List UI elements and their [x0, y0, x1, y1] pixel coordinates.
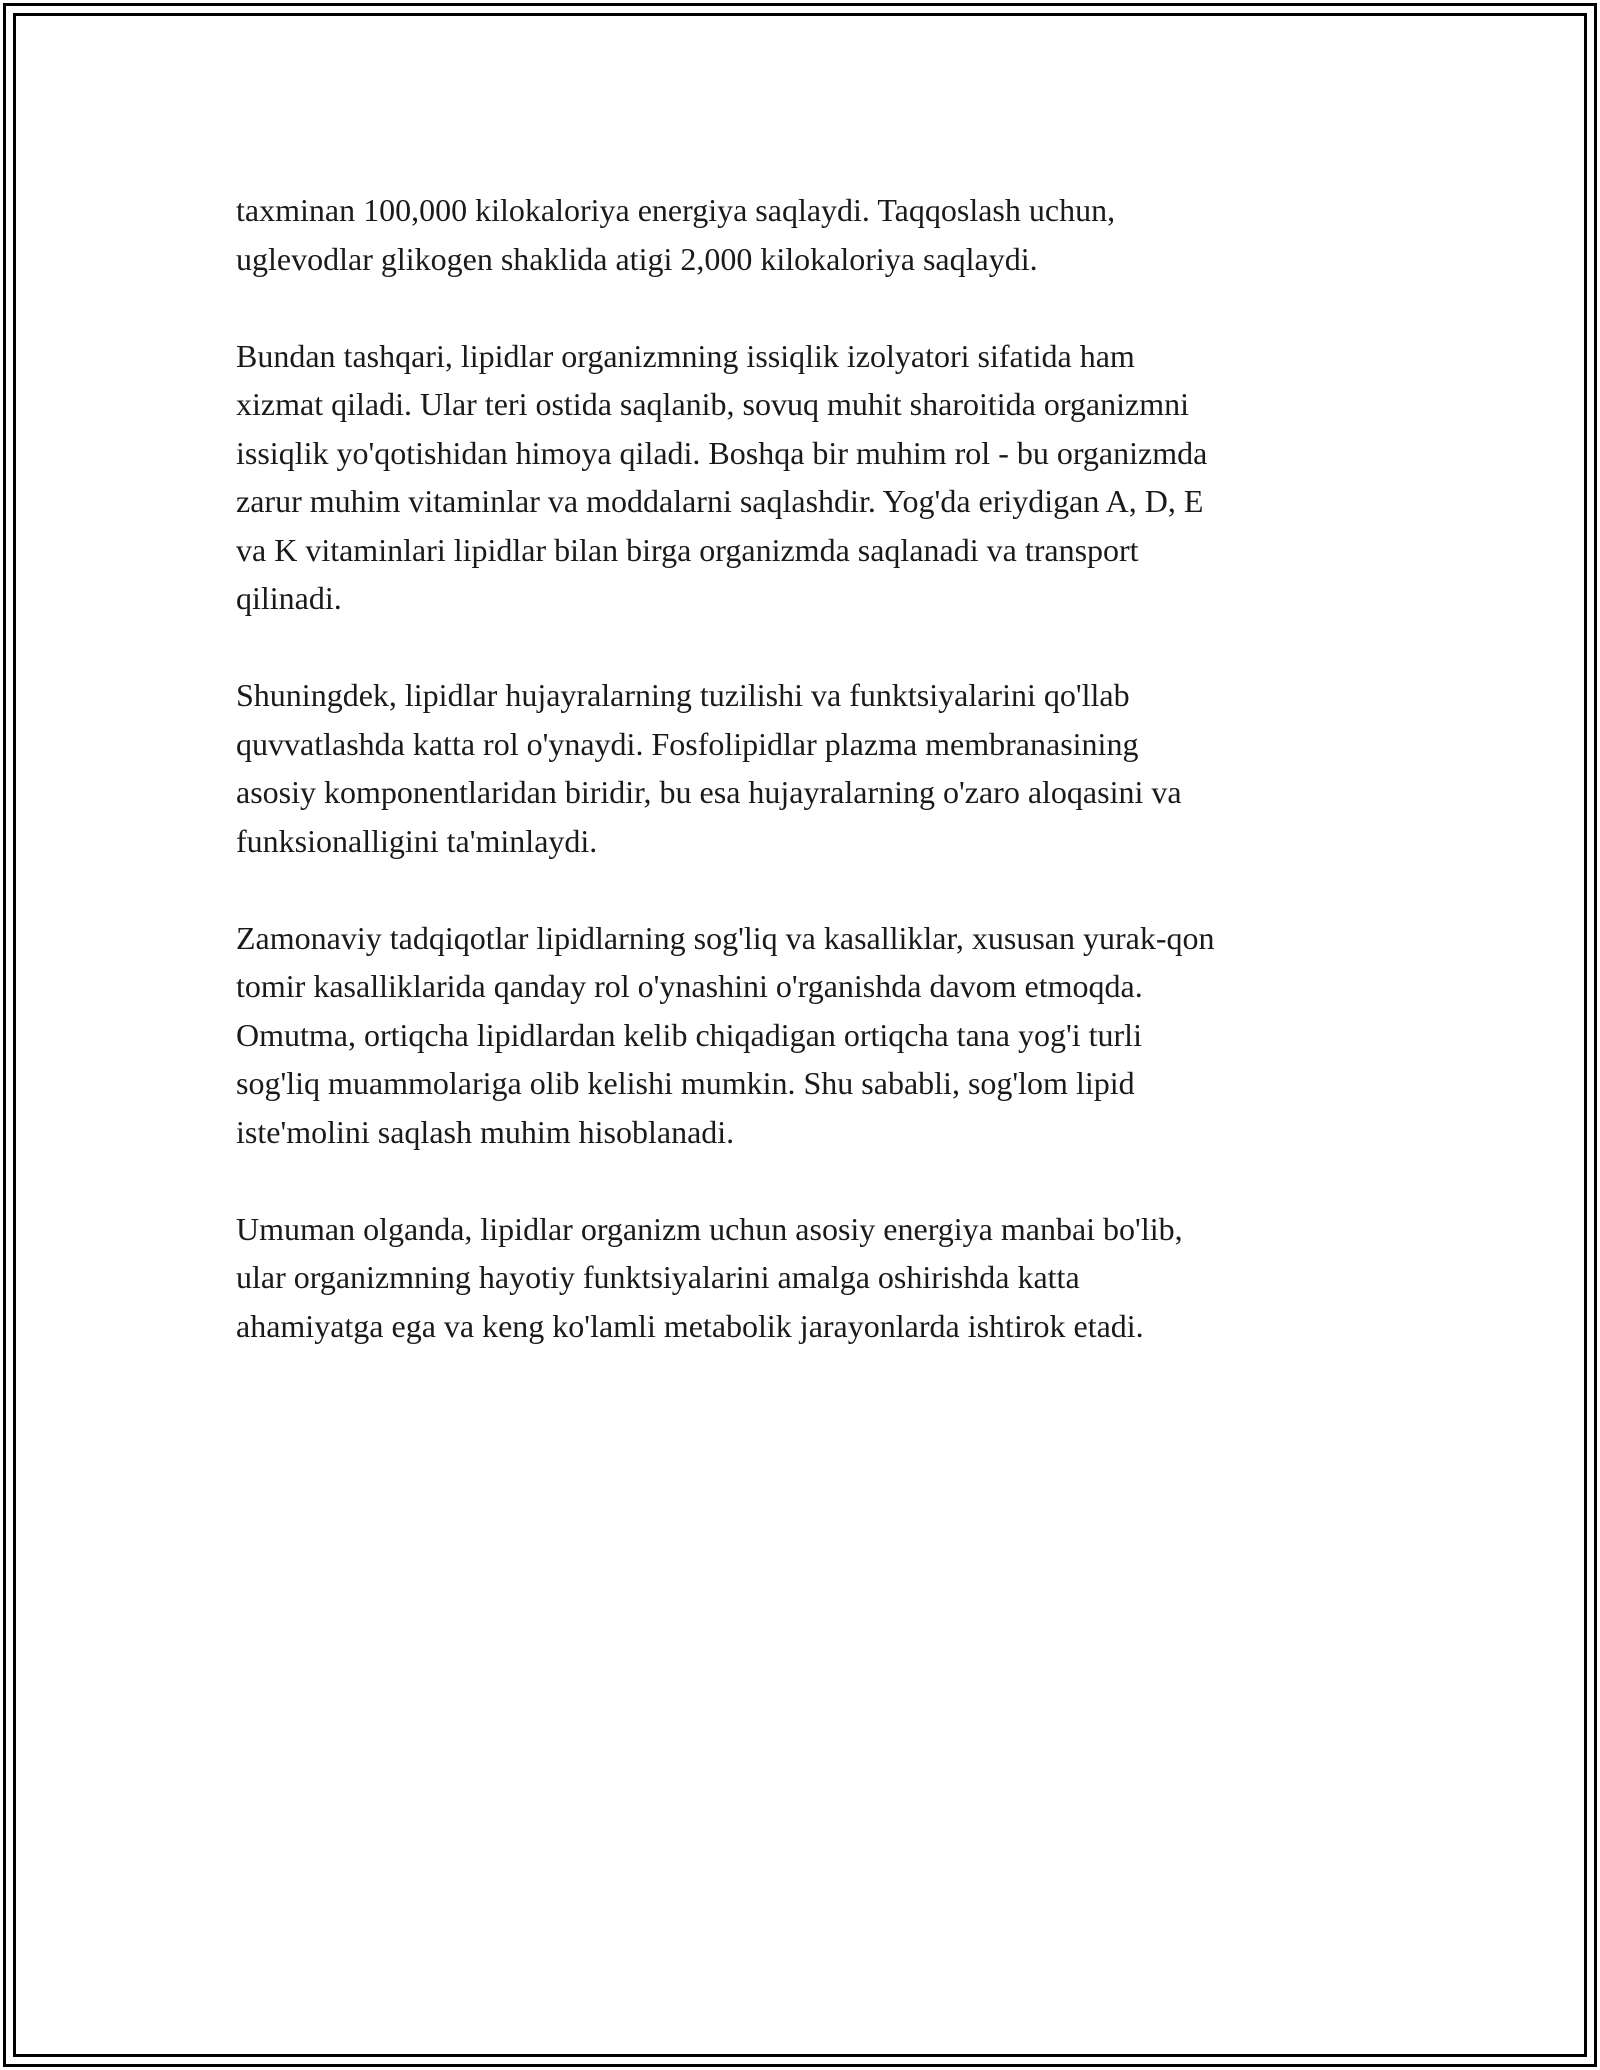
paragraph-1: [236, 186, 1376, 283]
document-body: [236, 186, 1376, 1399]
text-line: Umuman olganda, lipidlar organizm uchun asosiy energiya manbai bo'lib,: [236, 1210, 1183, 1247]
text-line: funksionalligini ta'minlaydi.: [236, 822, 598, 859]
text-line: quvvatlashda katta rol o'ynaydi. Fosfolipidlar plazma membranasining: [236, 725, 1139, 762]
paragraph-5: [236, 1205, 1376, 1351]
paragraph-3: [236, 671, 1376, 865]
text-line: ahamiyatga ega va keng ko'lamli metabolik jarayonlarda ishtirok etadi.: [236, 1307, 1144, 1344]
text-line: qilinadi.: [236, 580, 342, 616]
text-line: xizmat qiladi. Ular teri ostida saqlanib, sovuq muhit sharoitida organizmni: [236, 386, 1189, 422]
text-line: ular organizmning hayotiy funktsiyalarini amalga oshirishda katta: [236, 1259, 1080, 1295]
text-line: iste'molini saqlash muhim hisoblanadi.: [236, 1113, 735, 1150]
text-line: Bundan tashqari, lipidlar organizmning issiqlik izolyatori sifatida ham: [236, 337, 1135, 374]
text-line: va K vitaminlari lipidlar bilan birga organizmda saqlanadi va transport: [236, 531, 1139, 568]
text-line: Zamonaviy tadqiqotlar lipidlarning sog'liq va kasalliklar, xususan yurak-qon: [236, 919, 1215, 956]
text-line: tomir kasalliklarida qanday rol o'ynashini o'rganishda davom etmoqda.: [236, 968, 1143, 1004]
text-line: asosiy komponentlaridan biridir, bu esa hujayralarning o'zaro aloqasini va: [236, 774, 1182, 810]
text-line: sog'liq muammolariga olib kelishi mumkin. Shu sababli, sog'lom lipid: [236, 1065, 1135, 1101]
text-line: Shuningdek, lipidlar hujayralarning tuzilishi va funktsiyalarini qo'llab: [236, 677, 1130, 713]
text-line: uglevodlar glikogen shaklida atigi 2,000 kilokaloriya saqlaydi.: [236, 240, 1038, 277]
paragraph-4: [236, 914, 1376, 1157]
paragraph-2: [236, 332, 1376, 623]
text-line: zarur muhim vitaminlar va moddalarni saqlashdir. Yog'da eriydigan A, D, E: [236, 483, 1204, 519]
text-line: issiqlik yo'qotishidan himoya qiladi. Boshqa bir muhim rol - bu organizmda: [236, 434, 1208, 471]
text-line: Omutma, ortiqcha lipidlardan kelib chiqadigan ortiqcha tana yog'i turli: [236, 1016, 1142, 1053]
text-line: taxminan 100,000 kilokaloriya energiya saqlaydi. Taqqoslash uchun,: [236, 192, 1116, 228]
